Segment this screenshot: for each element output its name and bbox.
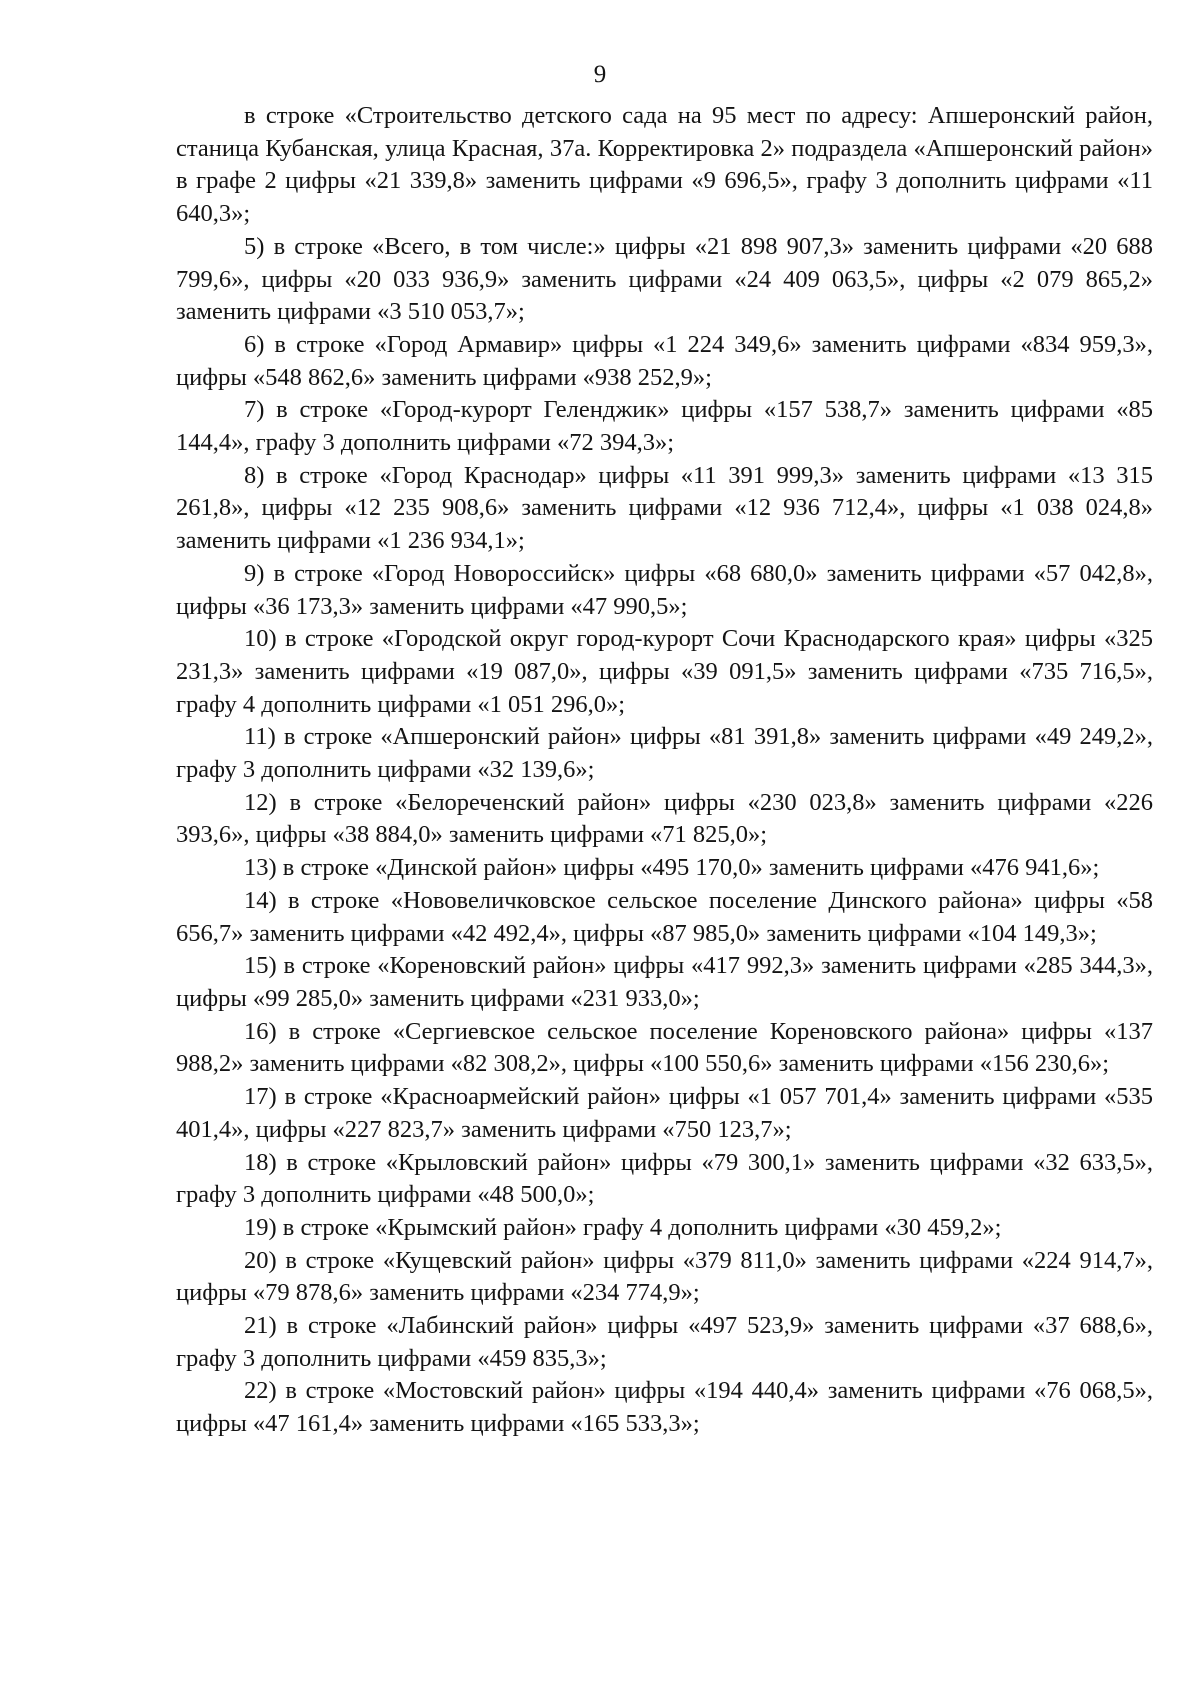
- paragraph-item-21: 21) в строке «Лабинский район» цифры «497 523,9» заменить цифрами «37 688,6», графу 3 дополнить цифрами «459 835,3»;: [176, 1312, 1153, 1372]
- paragraph-item-14: 14) в строке «Нововеличковское сельское поселение Динского района» цифры «58 656,7» заменить цифрами «42 492,4», цифры «87 985,0» заменить цифрами «104 149,3»;: [176, 886, 1153, 947]
- paragraph-item-15: 15) в строке «Кореновский район» цифры «417 992,3» заменить цифрами «285 344,3», цифры «99 285,0» заменить цифрами «231 933,0»;: [176, 952, 1153, 1012]
- paragraph-kindergarten-amendment: в строке «Строительство детского сада на 95 мест по адресу: Апшеронский район, станица Кубанская, улица Красная, 37а. Корректировка 2» подраздела «Апшеронский район» в графе 2 цифры «21 339,8» заменить цифрами «9 696,5», графу 3 дополнить цифрами «11 640,3»;: [176, 102, 1153, 228]
- paragraph-item-12: 12) в строке «Белореченский район» цифры «230 023,8» заменить цифрами «226 393,6», цифры «38 884,0» заменить цифрами «71 825,0»;: [176, 788, 1153, 849]
- paragraph-item-7: 7) в строке «Город-курорт Геленджик» цифры «157 538,7» заменить цифрами «85 144,4», графу 3 дополнить цифрами «72 394,3»;: [176, 396, 1153, 457]
- page-number: 9: [593, 61, 607, 88]
- document-body: [176, 100, 1153, 1441]
- paragraph-item-22: 22) в строке «Мостовский район» цифры «194 440,4» заменить цифрами «76 068,5», цифры «47 161,4» заменить цифрами «165 533,3»;: [176, 1377, 1153, 1438]
- paragraph-item-5: 5) в строке «Всего, в том числе:» цифры «21 898 907,3» заменить цифрами «20 688 799,6», цифры «20 033 936,9» заменить цифрами «24 409 063,5», цифры «2 079 865,2» заменить цифрами «3 510 053,7»;: [176, 232, 1153, 326]
- paragraph-item-16: 16) в строке «Сергиевское сельское поселение Кореновского района» цифры «137 988,2» заменить цифрами «82 308,2», цифры «100 550,6» заменить цифрами «156 230,6»;: [176, 1017, 1153, 1078]
- paragraph-item-8: 8) в строке «Город Краснодар» цифры «11 391 999,3» заменить цифрами «13 315 261,8», цифры «12 235 908,6» заменить цифрами «12 936 712,4», цифры «1 038 024,8» заменить цифрами «1 236 934,1»;: [176, 461, 1153, 555]
- paragraph-item-19: 19) в строке «Крымский район» графу 4 дополнить цифрами «30 459,2»;: [244, 1213, 1002, 1241]
- paragraph-item-20: 20) в строке «Кущевский район» цифры «379 811,0» заменить цифрами «224 914,7», цифры «79 878,6» заменить цифрами «234 774,9»;: [176, 1246, 1153, 1307]
- paragraph-item-10: 10) в строке «Городской округ город-курорт Сочи Краснодарского края» цифры «325 231,3» заменить цифрами «19 087,0», цифры «39 091,5» заменить цифрами «735 716,5», графу 4 дополнить цифрами «1 051 296,0»;: [176, 625, 1153, 718]
- paragraph-item-6: 6) в строке «Город Армавир» цифры «1 224 349,6» заменить цифрами «834 959,3», цифры «548 862,6» заменить цифрами «938 252,9»;: [176, 330, 1153, 391]
- paragraph-item-11: 11) в строке «Апшеронский район» цифры «81 391,8» заменить цифрами «49 249,2», графу 3 дополнить цифрами «32 139,6»;: [176, 723, 1153, 784]
- paragraph-item-9: 9) в строке «Город Новороссийск» цифры «68 680,0» заменить цифрами «57 042,8», цифры «36 173,3» заменить цифрами «47 990,5»;: [176, 559, 1153, 620]
- paragraph-item-17: 17) в строке «Красноармейский район» цифры «1 057 701,4» заменить цифрами «535 401,4», цифры «227 823,7» заменить цифрами «750 123,7»;: [176, 1083, 1153, 1143]
- paragraph-item-13: 13) в строке «Динской район» цифры «495 170,0» заменить цифрами «476 941,6»;: [244, 854, 1100, 882]
- paragraph-item-18: 18) в строке «Крыловский район» цифры «79 300,1» заменить цифрами «32 633,5», графу 3 дополнить цифрами «48 500,0»;: [176, 1148, 1153, 1209]
